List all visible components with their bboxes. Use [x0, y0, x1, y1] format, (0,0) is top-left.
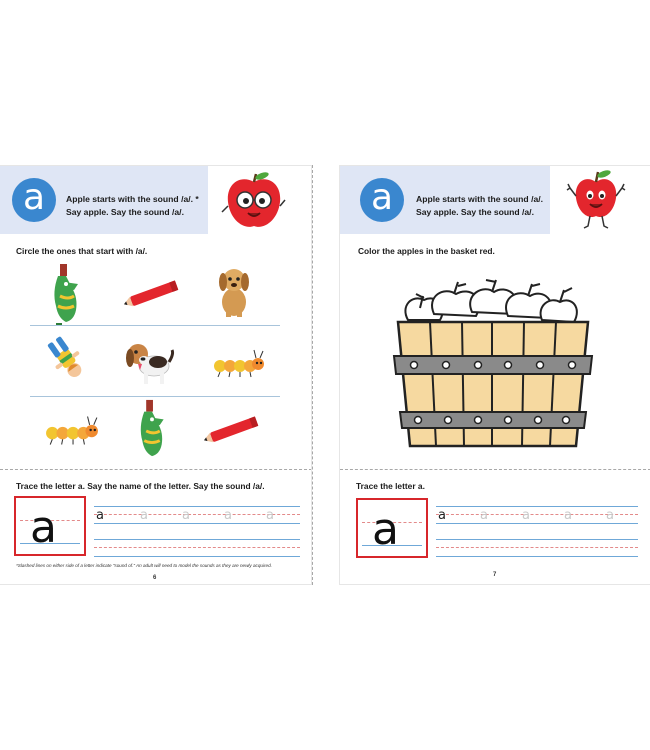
guide-line — [94, 506, 300, 507]
tracing-letter[interactable]: a — [224, 508, 232, 523]
basket-of-apples-icon — [390, 276, 596, 454]
apple-mascot-icon — [568, 168, 624, 230]
page-number: 7 — [493, 572, 497, 578]
alligator-icon — [134, 398, 170, 460]
row-divider — [30, 325, 280, 326]
ant-icon — [44, 414, 100, 446]
trace-letter: a — [30, 502, 57, 553]
left-page — [0, 165, 312, 585]
header-line-1: Apple starts with the sound /a/. * — [66, 194, 199, 204]
footnote: *Slashed lines on either side of a letter indicate "sound of." An adult will need to model the sounds as they are newly acquired. — [16, 563, 272, 568]
tracing-letter[interactable]: a — [522, 508, 530, 523]
apple-mascot-icon — [222, 172, 286, 232]
row-divider — [30, 396, 280, 397]
instruction: Circle the ones that start with /a/. — [16, 246, 148, 256]
guide-line — [94, 523, 300, 524]
letter-badge: a — [360, 178, 404, 222]
ant-icon — [212, 348, 266, 378]
trace-box — [14, 496, 86, 556]
tracing-letter[interactable]: a — [606, 508, 614, 523]
trace-instruction: Trace the letter a. — [356, 481, 425, 491]
guide-line — [436, 539, 638, 540]
trace-box — [356, 498, 428, 558]
guide-line — [436, 506, 638, 507]
trace-instruction: Trace the letter a. Say the name of the letter. Say the sound /a/. — [16, 481, 265, 491]
tracing-letter[interactable]: a — [266, 508, 274, 523]
tracing-letter[interactable]: a — [182, 508, 190, 523]
dog-icon — [216, 264, 252, 318]
header-text — [416, 193, 543, 219]
header-text — [66, 193, 199, 219]
guide-line — [94, 539, 300, 540]
section-divider — [340, 469, 650, 470]
alligator-icon — [48, 262, 84, 326]
header-line-2: Say apple. Say the sound /a/. — [416, 207, 534, 217]
letter-badge: a — [12, 178, 56, 222]
crayon-icon — [202, 414, 268, 444]
crayon-icon — [122, 278, 188, 308]
guide-line — [436, 547, 638, 548]
section-divider — [0, 469, 312, 470]
tracing-letter[interactable]: a — [564, 508, 572, 523]
header-line-1: Apple starts with the sound /a/. — [416, 194, 544, 204]
trace-letter: a — [372, 504, 399, 555]
guide-line — [436, 556, 638, 557]
guide-line — [94, 547, 300, 548]
instruction: Color the apples in the basket red. — [358, 246, 495, 256]
guide-line — [94, 556, 300, 557]
model-letter: a — [96, 508, 104, 523]
gutter-line — [312, 165, 313, 585]
model-letter: a — [438, 508, 446, 523]
page-number: 6 — [153, 575, 157, 581]
practice-lines — [94, 506, 300, 558]
practice-lines — [436, 506, 638, 558]
header-line-2: Say apple. Say the sound /a/. — [66, 207, 184, 217]
tracing-letter[interactable]: a — [140, 508, 148, 523]
acrobat-icon — [46, 334, 90, 388]
guide-line — [436, 523, 638, 524]
dog-icon — [124, 336, 174, 388]
tracing-letter[interactable]: a — [480, 508, 488, 523]
right-page — [339, 165, 650, 585]
